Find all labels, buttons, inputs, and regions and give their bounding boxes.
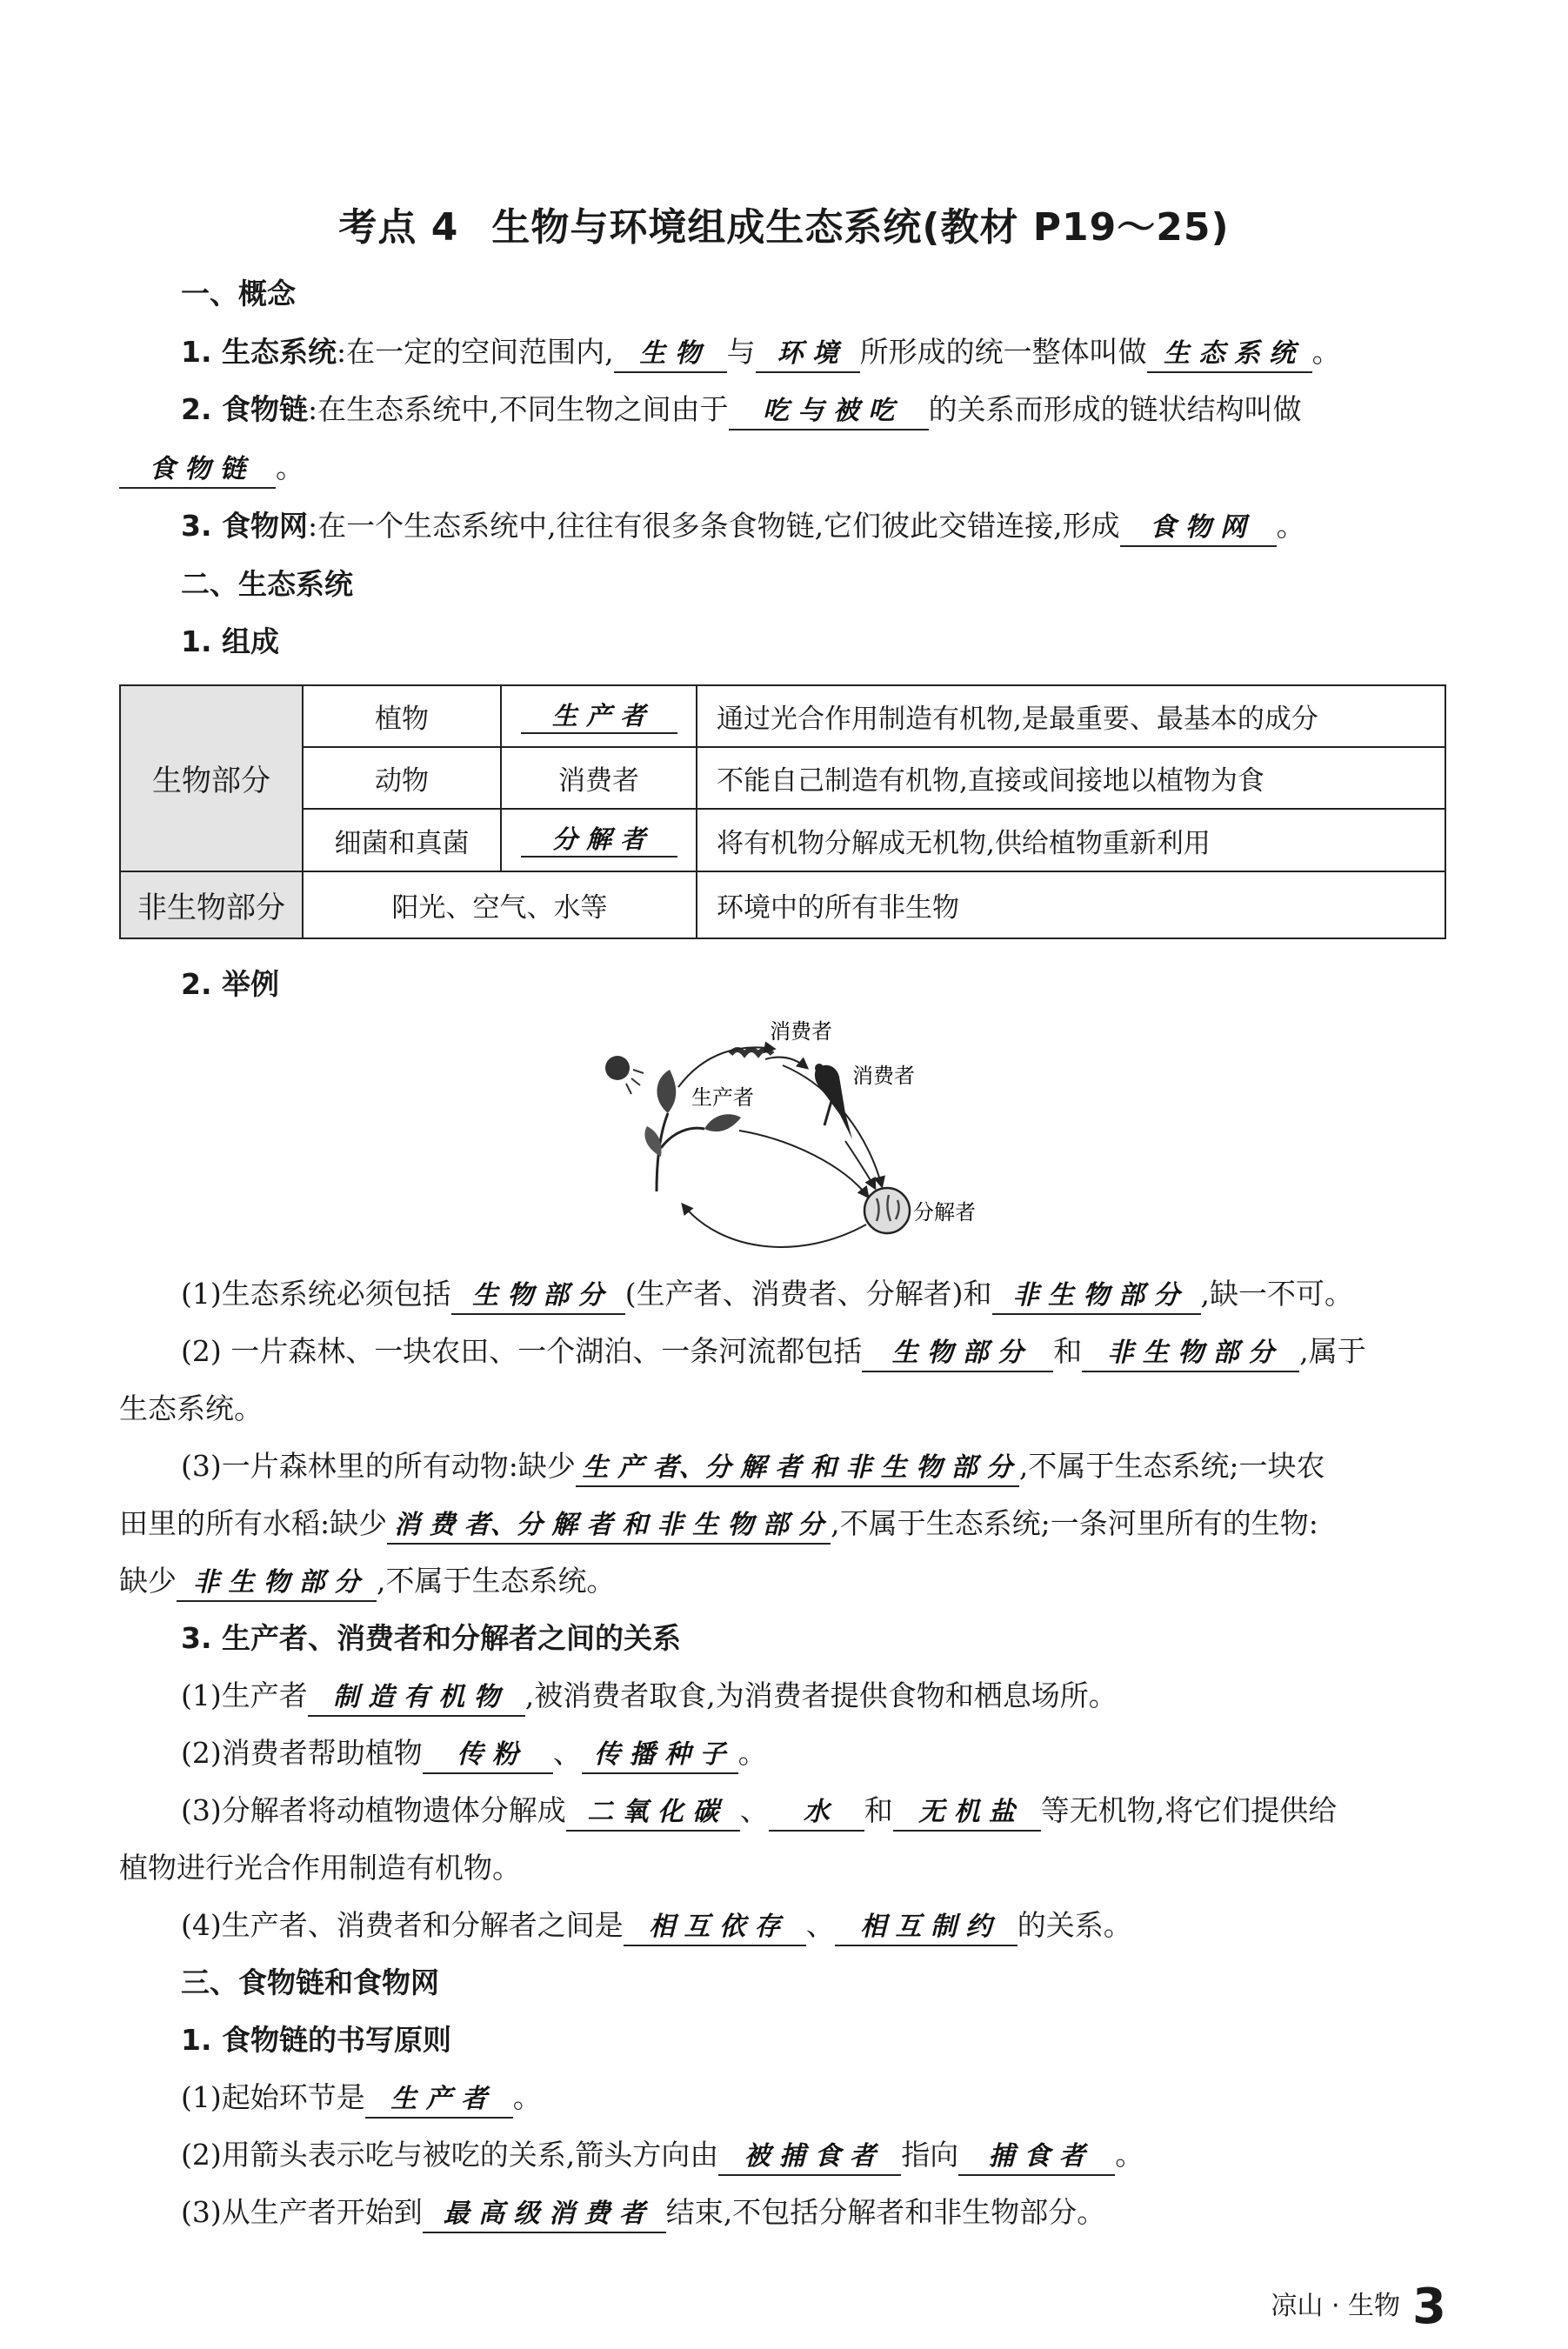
answer-blank: 相 互 依 存 (624, 1910, 806, 1946)
question-2: (2) 一片森林、一块农田、一个湖泊、一条河流都包括 生 物 部 分 和 非 生 物 部 分 ,属于 (181, 1332, 1366, 1372)
answer-blank: 生 产 者 (521, 699, 677, 734)
label-consumer-2: 消费者 (852, 1064, 915, 1088)
answer-blank: 非 生 物 部 分 (177, 1565, 377, 1602)
page-title: 考点 4 生物与环境组成生态系统(教材 P19～25) (338, 205, 1230, 250)
rule-2: (2)用箭头表示吃与被吃的关系,箭头方向由 被 捕 食 者 指向 捕 食 者 。 (181, 2136, 1144, 2176)
label-decomposer: 分解者 (913, 1201, 976, 1225)
composition-table (119, 684, 1446, 939)
page-footer (1271, 2279, 1446, 2335)
sun-icon (605, 1056, 644, 1094)
answer-blank: 生 物 部 分 (862, 1336, 1053, 1372)
section-heading-ecosystem: 二、生态系统 (181, 567, 353, 601)
answer-blank: 非 生 物 部 分 (992, 1278, 1201, 1315)
answer-blank: 生 产 者、分 解 者 和 非 生 物 部 分 (576, 1451, 1019, 1487)
question-3-cont: 田里的所有水稻:缺少 消 费 者、分 解 者 和 非 生 物 部 分 ,不属于生态系统;一条河里所有的生物: (119, 1505, 1318, 1545)
section-heading-concepts: 一、概念 (181, 277, 296, 310)
answer-blank: 生 产 者 (365, 2082, 513, 2119)
ecosystem-diagram (591, 1018, 991, 1261)
question-3: (3)一片森林里的所有动物:缺少 生 产 者、分 解 者 和 非 生 物 部 分 ,不属于生态系统;一块农 (181, 1447, 1324, 1487)
answer-blank: 相 互 制 约 (835, 1910, 1018, 1946)
label-producer: 生产者 (691, 1086, 754, 1110)
answer-blank: 生 物 部 分 (451, 1278, 625, 1315)
concept-food-web: 3. 食物网:在一个生态系统中,往往有很多条食物链,它们彼此交错连接,形成 食 物 网 。 (181, 507, 1305, 547)
question-1: (1)生态系统必须包括 生 物 部 分 (生产者、消费者、分解者)和 非 生 物 部 分 ,缺一不可。 (181, 1275, 1353, 1315)
answer-blank: 分 解 者 (521, 823, 677, 858)
answer-blank: 被 捕 食 者 (718, 2139, 901, 2176)
table-row: 生物部分 植物 生 产 者 通过光合作用制造有机物,是最重要、最基本的成分 (120, 685, 1445, 747)
decomposer-icon (864, 1188, 910, 1233)
rule-1: (1)起始环节是 生 产 者 。 (181, 2079, 542, 2119)
answer-blank: 消 费 者、分 解 者 和 非 生 物 部 分 (387, 1508, 831, 1545)
answer-blank: 食 物 网 (1120, 511, 1277, 547)
relation-3-cont: 植物进行光合作用制造有机物。 (119, 1851, 521, 1885)
relation-4: (4)生产者、消费者和分解者之间是 相 互 依 存 、 相 互 制 约 的关系。 (181, 1906, 1132, 1946)
group-biotic: 生物部分 (120, 685, 303, 871)
relation-1: (1)生产者 制 造 有 机 物 ,被消费者取食,为消费者提供食物和栖息场所。 (181, 1677, 1118, 1717)
section-heading-food-chain: 三、食物链和食物网 (181, 1965, 439, 1999)
answer-blank: 生 物 (614, 337, 727, 373)
caterpillar-icon (731, 1050, 772, 1054)
table-row: 动物 消费者 不能自己制造有机物,直接或间接地以植物为食 (120, 747, 1445, 809)
relation-2: (2)消费者帮助植物 传 粉 、 传 播 种 子 。 (181, 1734, 767, 1774)
answer-blank: 捕 食 者 (958, 2139, 1115, 2176)
answer-blank: 传 粉 (423, 1738, 553, 1774)
rule-3: (3)从生产者开始到 最 高 级 消 费 者 结束,不包括分解者和非生物部分。 (181, 2193, 1105, 2233)
answer-blank: 生 态 系 统 (1147, 337, 1312, 373)
subheading-example: 2. 举例 (181, 967, 279, 1001)
group-abiotic: 非生物部分 (120, 871, 303, 938)
answer-blank: 无 机 盐 (893, 1795, 1041, 1832)
footer-label: 凉山 · 生物 (1271, 2291, 1401, 2321)
answer-blank: 传 播 种 子 (582, 1738, 738, 1774)
relation-3: (3)分解者将动植物遗体分解成 二 氧 化 碳 、 水 和 无 机 盐 等无机物,将它们提供给 (181, 1792, 1337, 1832)
answer-blank: 非 生 物 部 分 (1082, 1336, 1299, 1372)
answer-blank: 环 境 (756, 337, 860, 373)
answer-blank: 水 (769, 1795, 864, 1832)
answer-blank: 最 高 级 消 费 者 (423, 2197, 666, 2233)
subheading-writing-rules: 1. 食物链的书写原则 (181, 2023, 451, 2057)
concept-food-chain-cont: 食 物 链 。 (119, 449, 304, 489)
page-number: 3 (1412, 2279, 1446, 2335)
answer-blank: 吃 与 被 吃 (729, 394, 929, 430)
label-consumer-1: 消费者 (770, 1020, 832, 1044)
table-row: 细菌和真菌 分 解 者 将有机物分解成无机物,供给植物重新利用 (120, 809, 1445, 871)
table-row: 非生物部分 阳光、空气、水等 环境中的所有非生物 (120, 871, 1445, 938)
subheading-composition: 1. 组成 (181, 624, 279, 658)
question-3-cont2: 缺少 非 生 物 部 分 ,不属于生态系统。 (119, 1562, 616, 1602)
concept-food-chain: 2. 食物链:在生态系统中,不同生物之间由于 吃 与 被 吃 的关系而形成的链状结构叫做 (181, 390, 1302, 430)
answer-blank: 食 物 链 (119, 452, 276, 489)
question-2-cont: 生态系统。 (119, 1391, 263, 1425)
concept-ecosystem: 1. 生态系统:在一定的空间范围内, 生 物 与 环 境 所形成的统一整体叫做 生 态 系 统 。 (181, 333, 1341, 373)
subheading-relationship: 3. 生产者、消费者和分解者之间的关系 (181, 1621, 681, 1655)
answer-blank: 二 氧 化 碳 (566, 1795, 740, 1832)
answer-blank: 制 造 有 机 物 (308, 1680, 525, 1717)
